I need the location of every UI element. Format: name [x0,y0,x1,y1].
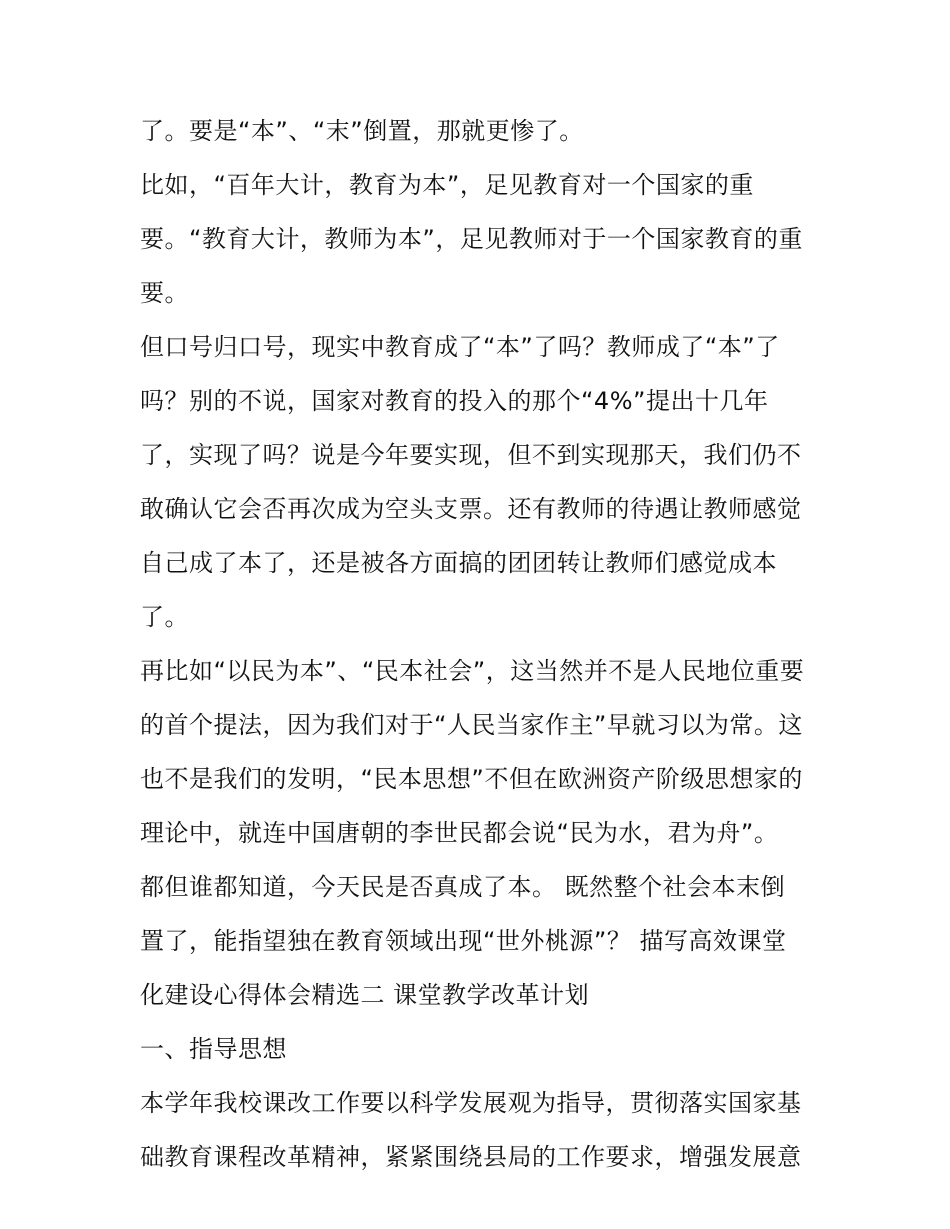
text-line: 自己成了本了，还是被各方面搞的团团转让教师们感觉成本 [140,549,777,577]
text-line: 但口号归口号，现实中教育成了“本”了吗？教师成了“本”了 [140,333,780,361]
text-line: 要。“教育大计，教师为本”，足见教师对于一个国家教育的重 [140,225,803,253]
text-line: 再比如“以民为本”、“民本社会”，这当然并不是人民地位重要 [140,657,805,685]
text-line: 了。要是“本”、“末”倒置，那就更惨了。 [140,117,584,145]
text-line: 了，实现了吗？说是今年要实现，但不到实现那天，我们仍不 [140,441,802,469]
text-line: 也不是我们的发明，“民本思想”不但在欧洲资产阶级思想家的 [140,765,803,793]
text-line: 化建设心得体会精选二 课堂教学改革计划 [140,981,590,1009]
text-line: 本学年我校课改工作要以科学发展观为指导，贯彻落实国家基 [140,1089,802,1117]
text-line: 敢确认它会否再次成为空头支票。还有教师的待遇让教师感觉 [140,495,802,523]
text-line: 理论中，就连中国唐朝的李世民都会说“民为水，君为舟”。 [140,819,779,847]
text-line: 了。 [140,603,189,631]
text-line: 比如，“百年大计，教育为本”，足见教育对一个国家的重 [140,171,754,199]
text-line: 都但谁都知道，今天民是否真成了本。 既然整个社会本末倒 [140,873,786,901]
text-line: 要。 [140,279,189,307]
text-line: 吗？别的不说，国家对教育的投入的那个“4%”提出十几年 [140,387,769,415]
section-heading: 一、指导思想 [140,1035,287,1063]
document-body [140,104,830,1184]
text-line: 础教育课程改革精神，紧紧围绕县局的工作要求，增强发展意 [140,1143,802,1171]
text-line: 的首个提法，因为我们对于“人民当家作主”早就习以为常。这 [140,711,803,739]
text-line: 置了，能指望独在教育领域出现“世外桃源”？ 描写高效课堂 [140,927,787,955]
